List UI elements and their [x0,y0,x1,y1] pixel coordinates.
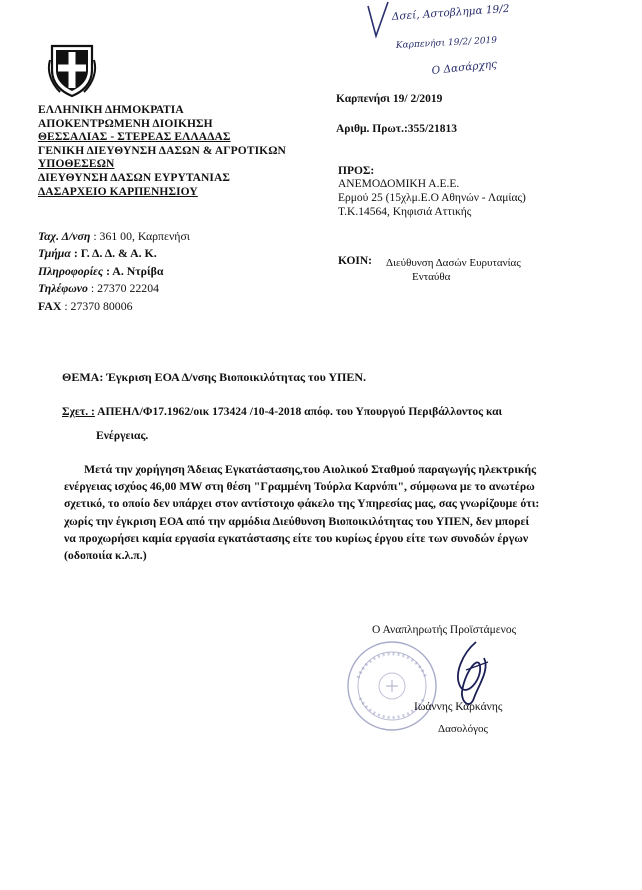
recipient-line: Ερμού 25 (15χλμ.Ε.Ο Αθηνών - Λαμίας) [338,191,526,204]
handwritten-line-1: Δσεί, Αστοβλημα 19/2 [391,2,510,23]
body-paragraph [64,461,624,564]
header-line: ΔΙΕΥΘΥΝΣΗ ΔΑΣΩΝ ΕΥΡΥΤΑΝΙΑΣ [38,171,230,184]
info-row [38,263,190,280]
body-line: Μετά την χορήγηση Άδειας Εγκατάστασης,του Αιολικού Σταθμού παραγωγής ηλεκτρικής [84,462,537,476]
header-line: ΥΠΟΘΕΣΕΩΝ [38,158,115,171]
phone-label: Τηλέφωνο [38,281,88,296]
reference-text: ΑΠΕΗΛ/Φ17.1962/οικ 173424 /10-4-2018 απόφ. του Υπουργού Περιβάλλοντος και [97,405,503,418]
header-line: ΑΠΟΚΕΝΤΡΩΜΕΝΗ ΔΙΟΙΚΗΣΗ [38,117,213,130]
recipient-address [338,178,526,219]
department-label: Τμήμα [38,246,71,261]
info-value: : Α. Ντρίβα [106,263,164,278]
header-line: ΔΑΣΑΡΧΕΙΟ ΚΑΡΠΕΝΗΣΙΟΥ [38,185,198,198]
subject-text: Έγκριση ΕΟΑ Δ/νσης Βιοποικιλότητας του ΥΠΕΝ. [106,370,367,384]
body-line: σχετικό, το οποίο δεν υπάρχει στον αντίστοιχο φάκελο της Υπηρεσίας μας, σας γνωρίζουμε ότι: [64,496,540,511]
header-line: ΓΕΝΙΚΗ ΔΙΕΥΘΥΝΣΗ ΔΑΣΩΝ & ΑΓΡΟΤΙΚΩΝ [38,144,286,157]
subject-label: ΘΕΜΑ: [62,370,104,384]
contact-block [38,228,190,315]
phone-row [38,280,190,297]
cc-label: ΚΟΙΝ: [338,255,373,267]
reference-label: Σχετ. : [62,405,95,418]
fax-row [38,298,190,315]
header-line: ΘΕΣΣΑΛΙΑΣ - ΣΤΕΡΕΑΣ ΕΛΛΑΔΑΣ [38,131,231,144]
address-row [38,228,190,245]
address-value: : 361 00, Καρπενήσι [93,229,190,243]
handwritten-line-2: Καρπενήσι 19/2/ 2019 [395,35,498,51]
fax-value: : 27370 80006 [64,298,133,313]
protocol-number: Αριθμ. Πρωτ.:355/21813 [336,123,458,135]
fax-label: FAX [38,298,62,313]
cc-line: Διεύθυνση Δασών Ευρυτανίας [386,257,521,269]
recipient-line: Τ.Κ.14564, Κηφισιά Αττικής [338,205,472,218]
handwritten-annotation [362,0,632,96]
place-date: Καρπενήσι 19/ 2/2019 [336,93,443,105]
body-line: (οδοποιία κ.λ.π.) [64,548,147,563]
reference-line [62,405,502,418]
body-line: ενέργειας ισχύος 46,00 MW στη θέση "Γραμμένη Τούρλα Καρνόπι", σύμφωνα με το ανωτέρω [64,479,535,494]
recipient-line: ΑΝΕΜΟΔΟΜΙΚΗ Α.Ε.Ε. [338,178,460,190]
issuer-header [38,104,286,199]
cc-line: Ενταύθα [412,271,451,283]
signatory-title: Ο Αναπληρωτής Προϊστάμενος [372,624,517,636]
handwritten-line-3: Ο Δασάρχης [431,58,498,77]
address-label: Ταχ. Δ/νση [38,229,91,243]
department-value: : Γ. Δ. Δ. & Α. Κ. [73,246,157,261]
reference-continuation: Ενέργειας. [96,429,149,442]
greek-coat-of-arms-icon [46,40,98,98]
info-label: Πληροφορίες [38,263,104,278]
subject-line [62,370,366,385]
recipient-label: ΠΡΟΣ: [338,165,375,177]
signatory-name: Ιωάννης Καρκάνης [414,701,503,713]
department-row [38,245,190,262]
official-stamp-icon [344,638,440,734]
header-line: ΕΛΛΗΝΙΚΗ ΔΗΜΟΚΡΑΤΙΑ [38,104,184,116]
body-line: χωρίς την έγκριση ΕΟΑ από την αρμόδια Διεύθυνση Βιοποικιλότητας του ΥΠΕΝ, δεν μπορεί [64,513,530,528]
cc-recipient [386,256,521,284]
signatory-role: Δασολόγος [438,723,488,735]
body-line: να προχωρήσει καμία εργασία εγκατάστασης είτε του κυρίως έργου είτε των συνοδών έργων [64,530,529,545]
phone-value: : 27370 22204 [90,281,160,296]
